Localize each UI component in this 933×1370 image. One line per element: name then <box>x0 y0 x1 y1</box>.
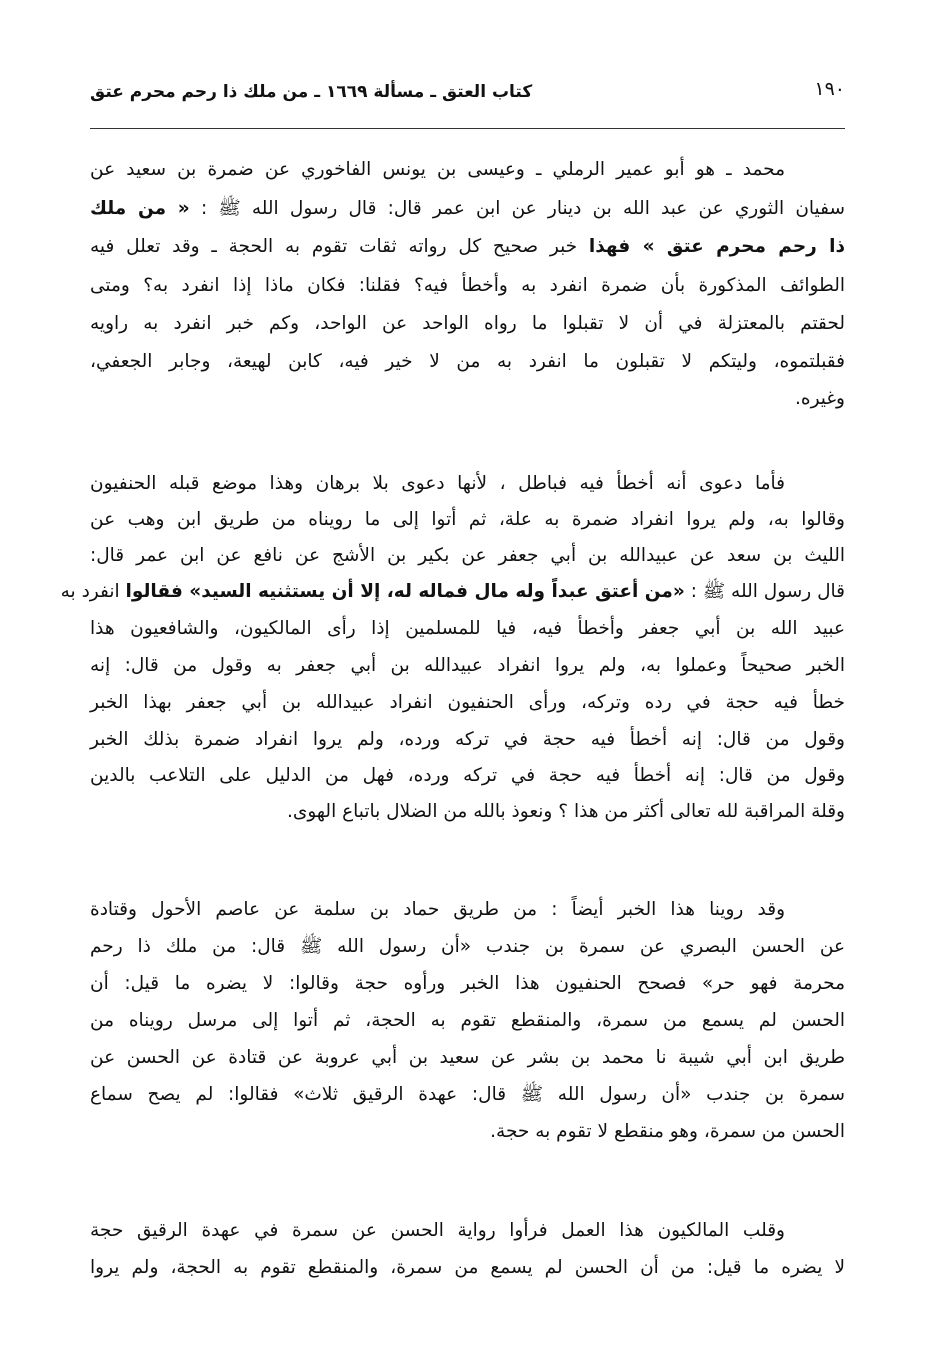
text-line <box>90 347 845 377</box>
running-title: كتاب العتق ـ مسألة ١٦٦٩ ـ من ملك ذا رحم محرم عتق <box>90 82 533 102</box>
text-line <box>90 688 845 718</box>
text-line <box>90 309 845 339</box>
text-line <box>90 614 845 644</box>
page-header <box>90 78 845 112</box>
text-segment: خطأ فيه حجة في رده وتركه، ورأى الحنفيون انفراد عبيدالله بن أبي جعفر بهذا الخبر <box>90 692 845 713</box>
text-segment: فأما دعوى أنه أخطأ فيه فباطل ، لأنها دعوى بلا برهان وهذا موضع قبله الحنفيون <box>90 473 785 494</box>
text-line <box>90 797 845 827</box>
text-segment: لحقتم بالمعتزلة في أن لا تقبلوا ما رواه الواحد عن الواحد، وكم خبر انفرد به راويه <box>90 313 845 334</box>
text-segment: وقول من قال: إنه أخطأ فيه حجة في تركه ورده، فهل من الدليل على التلاعب بالدين <box>90 765 845 786</box>
text-segment: وقلة المراقبة لله تعالى أكثر من هذا ؟ ونعوذ بالله من الضلال باتباع الهوى. <box>286 801 845 822</box>
text-segment: طريق ابن أبي شيبة نا محمد بن بشر عن سعيد بن أبي عروبة عن قتادة عن الحسن عن <box>90 1047 845 1068</box>
text-segment: قال رسول الله ﷺ : <box>684 581 845 602</box>
text-line <box>90 271 845 301</box>
text-segment: محرمة فهو حر» فصحح الحنفيون هذا الخبر ورأوه حجة وقالوا: لا يضره ما قيل: أن <box>90 973 845 994</box>
text-line <box>90 1216 845 1246</box>
text-segment: وقد روينا هذا الخبر أيضاً : من طريق حماد بن سلمة عن عاصم الأحول وقتادة <box>90 899 785 920</box>
bold-text: «من أعتق عبداً وله مال فماله له، إلا أن يستثنيه السيد» فقالوا <box>125 581 685 602</box>
text-line <box>90 895 845 925</box>
text-segment: الليث بن سعد عن عبيدالله بن أبي جعفر عن بكير بن الأشج عن نافع عن ابن عمر قال: <box>90 545 845 566</box>
text-line <box>90 761 845 791</box>
page-number: ١٩٠ <box>814 78 845 100</box>
text-segment: خبر صحيح كل رواته ثقات تقوم به الحجة ـ وقد تعلل فيه <box>90 236 589 257</box>
text-line <box>90 1006 845 1036</box>
text-segment: سفيان الثوري عن عبد الله بن دينار عن ابن عمر قال: قال رسول الله ﷺ : <box>189 198 845 219</box>
text-line <box>90 932 845 962</box>
text-line <box>90 194 845 224</box>
text-segment: محمد ـ هو أبو عمير الرملي ـ وعيسى بن يونس الفاخوري عن ضمرة بن سعيد عن <box>90 159 785 180</box>
header-rule <box>90 128 845 129</box>
text-line <box>90 969 845 999</box>
text-line <box>90 725 845 755</box>
bold-text: « من ملك <box>90 198 190 219</box>
text-line <box>90 232 845 262</box>
text-segment: انفرد به <box>60 581 126 602</box>
text-segment: لا يضره ما قيل: من أن الحسن لم يسمع من سمرة، والمنقطع تقوم به الحجة، ولم يروا <box>90 1257 845 1278</box>
text-segment: فقبلتموه، وليتكم لا تقبلون ما انفرد به من لا خير فيه، كابن لهيعة، وجابر الجعفي، <box>90 351 845 372</box>
text-segment: الحسن لم يسمع من سمرة، والمنقطع تقوم به الحجة، ثم أتوا إلى مرسل رويناه من <box>90 1010 845 1031</box>
text-segment: وغيره. <box>795 388 845 409</box>
text-line <box>90 1253 845 1283</box>
text-line <box>90 1080 845 1110</box>
text-line <box>90 541 845 571</box>
text-segment: الطوائف المذكورة بأن ضمرة انفرد به وأخطأ فيه؟ فقلنا: فكان ماذا إذا انفرد به؟ ومتى <box>90 275 845 296</box>
text-segment: وقلب المالكيون هذا العمل فرأوا رواية الحسن عن سمرة في عهدة الرقيق حجة <box>90 1220 785 1241</box>
text-segment: الحسن من سمرة، وهو منقطع لا تقوم به حجة. <box>490 1121 845 1142</box>
text-segment: وقول من قال: إنه أخطأ فيه حجة في تركه ورده، ولم يروا انفراد ضمرة بذلك الخبر <box>90 729 845 750</box>
text-segment: عن الحسن البصري عن سمرة بن جندب «أن رسول الله ﷺ قال: من ملك ذا رحم <box>90 936 845 957</box>
text-line <box>90 651 845 681</box>
text-segment: عبيد الله بن أبي جعفر وأخطأ فيه، فيا للمسلمين إذا رأى المالكيون، والشافعيون هذا <box>90 618 845 639</box>
text-line <box>90 1117 845 1147</box>
text-line <box>60 577 845 607</box>
bold-text: ذا رحم محرم عتق » فهذا <box>588 236 845 257</box>
text-line <box>90 1043 845 1073</box>
text-line <box>90 384 845 414</box>
text-line <box>90 505 845 535</box>
text-segment: وقالوا به، ولم يروا انفراد ضمرة به علة، ثم أتوا إلى ما رويناه من طريق ابن وهب عن <box>90 509 845 530</box>
text-segment: الخبر صحيحاً وعملوا به، ولم يروا انفراد عبيدالله بن أبي جعفر به وقول من قال: إنه <box>90 655 845 676</box>
text-segment: سمرة بن جندب «أن رسول الله ﷺ قال: عهدة الرقيق ثلاث» فقالوا: لم يصح سماع <box>90 1084 845 1105</box>
text-line <box>90 155 845 185</box>
text-line <box>90 469 845 499</box>
